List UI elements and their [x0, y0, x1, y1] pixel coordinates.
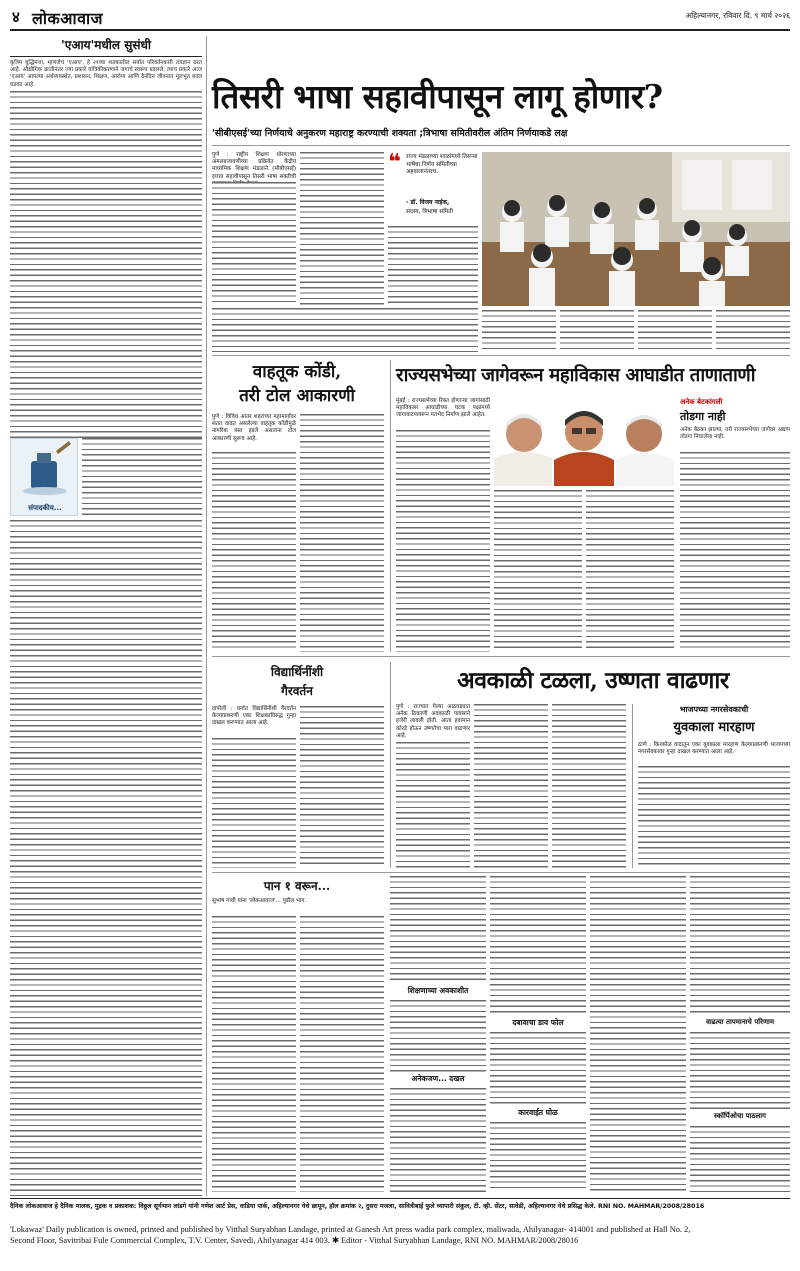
- weather-body-2: [474, 704, 548, 868]
- inner-head-2: अनेकजण... दखल: [411, 1074, 465, 1083]
- politics-intro: मुंबई : राज्यसभेच्या रिक्त होणाऱ्या जागांसाठी महाविकास आघाडीच्या घटक पक्षांमध्ये जागावाटपावरून मतभेद निर्माण झाले आहेत.: [396, 398, 490, 419]
- lead-quote: राज्य मंडळाच्या शाळांमध्ये तिसऱ्या भाषेचा निर्णय समितीच्या अहवालानंतरच.: [406, 154, 478, 175]
- footer-rule: [10, 1198, 790, 1199]
- traffic-headline-2: तरी टोल आकारणी: [239, 386, 355, 406]
- politicians-photo: [494, 398, 674, 486]
- masthead: [10, 6, 790, 28]
- inner-head-4: कारवाईत घोळ: [518, 1108, 558, 1117]
- editorial-body-2: [82, 438, 202, 516]
- politics-body-1: [396, 430, 490, 652]
- classroom-photo: [482, 152, 790, 306]
- editorial-lead: कृत्रिम बुद्धिमत्ता, म्हणजेच 'एआय', हे २१व्या शतकातील सर्वात परिवर्तनकारी तंत्रज्ञान ठरत आहे. औद्योगिक क्रांतीनंतर ज्या प्रकारे यांत्रिकीकरणाने जगाचे स्वरूप बदलले, त्याच प्रकारे आज 'एआय' आपल्या अर्थव्यवस्थेत, प्रशासन, शिक्षण, आरोग्य आणि दैनंदिन जीवनात मूलभूत बदल घडवत आहे.: [10, 60, 202, 88]
- lead-body-col5: [560, 310, 634, 350]
- lead-body-col7: [716, 310, 790, 350]
- students-headline-1: विद्यार्थिनींशी: [270, 665, 324, 679]
- newspaper-logo: लोकआवाज: [32, 9, 104, 28]
- traffic-headline-1: वाहतूक कोंडी,: [252, 362, 342, 382]
- inner-head-3: दबावाचा डाव फोल: [512, 1018, 564, 1027]
- quote-mark-icon: ❝: [388, 150, 401, 175]
- traffic-body-2: [300, 414, 384, 652]
- assault-body: [638, 766, 790, 868]
- inkpot-icon: [11, 439, 79, 499]
- page-story-body-1: [212, 916, 296, 1192]
- editorial-body-1: [10, 91, 202, 438]
- lead-body-col1: [212, 182, 296, 306]
- weather-body-3: [552, 704, 626, 868]
- column-body: [680, 452, 790, 652]
- editorial-heading: 'एआय'मधील सुसंधी: [61, 38, 151, 52]
- weather-headline: अवकाळी टळला, उष्णता वाढणार: [457, 667, 729, 694]
- students-intro: दापोली : वर्गात विद्यार्थिनींशी गैरवर्तन केल्याप्रकरणी एका शिक्षकाविरुद्ध गुन्हा दाखल करण्यात आला आहे.: [212, 706, 296, 727]
- students-headline-2: गैरवर्तन: [281, 684, 313, 698]
- lead-intro: पुणे : राष्ट्रीय शिक्षण धोरणाच्या अंमलबजावणीच्या प्रक्रियेत केंद्रीय माध्यमिक शिक्षण मंडळाने (सीबीएसई) इयत्ता सहावीपासून तिसरी भाषा सक्तीची: [212, 152, 296, 180]
- editorial-image: [10, 438, 78, 516]
- page-number: ४: [12, 8, 20, 26]
- politics-headline: राज्यसभेच्या जागेवरून महाविकास आघाडीत ताणाताणी: [396, 365, 756, 386]
- page-story-body-2: [300, 916, 384, 1192]
- imprint-line-1: दैनिक लोकआवाज हे दैनिक मालक, मुद्रक व प्रकाशक: विठ्ठल सूर्यभान लांडगे यांनी गणेश आर्ट प्रेस, वाडिया पार्क, अहिल्यानगर येथे छापून, हॉल क्रमांक २, दुसरा मजला, सावित्रीबाई फुले व्यापारी संकुल, टी. व्ही. सेंटर, सावेडी, अहिल्यानगर येथे प्रसिद्ध केले. RNI NO. MAHMAR/2008/28016: [10, 1203, 705, 1210]
- inner-head-5: वाढत्या तापमानाचे परिणाम: [705, 1018, 775, 1026]
- assault-headline: युवकाला मारहाण: [673, 720, 755, 735]
- lead-deck: 'सीबीएसई'च्या निर्णयाचे अनुकरण महाराष्ट्र करण्याची शक्यता ;त्रिभाषा समितीवरील अंतिम निर्णयाकडे लक्ष: [212, 128, 568, 139]
- editorial-label: संपादकीय...: [28, 504, 62, 512]
- lead-body-col3: [388, 226, 478, 306]
- inner-col-2: [490, 876, 586, 1192]
- politics-body-3: [586, 490, 674, 652]
- editorial-column: [10, 36, 202, 1196]
- quote-author: - डॉ. विजय नाईक,: [406, 199, 450, 206]
- inner-col-1: [390, 876, 486, 1192]
- lead-body-col4: [482, 310, 556, 350]
- students-body-2: [300, 706, 384, 868]
- students-body-1: [212, 738, 296, 868]
- traffic-intro: पुणे : विविध आंतर शहरांच्या महामार्गांवर सतत वाढत असलेल्या वाहतूक कोंडीमुळे नागरिक त्रस्त झाले असताना टोल आकारणी सुरूच आहे.: [212, 414, 296, 442]
- weather-body-1: [396, 742, 470, 868]
- inner-head-6: स्कॉर्पिओचा पाठलाग: [714, 1112, 766, 1120]
- imprint-line-3: Second Floor, Savitribai Fule Commercial Complex, T.V. Center, Savedi, Ahilyanagar 414 003. ✱ Editor - Vitthal Suryabhan Landage, RNI NO. MAHMAR/2008/28016: [10, 1236, 579, 1245]
- weather-intro: पुणे : राज्यात गेल्या आठवड्यात अनेक ठिकाणी अवकाळी पावसाने हजेरी लावली होती. आता हवामान कोरडे होऊन उष्णतेचा पारा वाढणार आहे.: [396, 704, 470, 739]
- column-author: अनेक बेटकांगली: [680, 398, 723, 406]
- lead-body-col8: [212, 308, 478, 352]
- assault-intro: ठाणे : किरकोळ वादातून एका युवकाला मारहाण केल्याप्रकरणी भाजपच्या नगरसेवकावर गुन्हा दाखल करण्यात आला आहे.: [638, 742, 790, 756]
- masthead-rule: [10, 29, 790, 31]
- assault-label: भाजपच्या नगरसेवकाची: [679, 705, 749, 714]
- imprint-line-2: 'Lokawaz' Daily publication is owned, printed and published by Vitthal Suryabhan Landage, printed at Ganesh Art press wadia park complex, maliwada, Ahilyanagar- 414001 and published at Hall No. 2,: [10, 1225, 691, 1234]
- quote-role: सदस्य, त्रिभाषा समिती: [406, 209, 453, 215]
- column-divider: [206, 36, 207, 1196]
- lead-body-col6: [638, 310, 712, 350]
- inner-col-3: [590, 876, 686, 1192]
- inner-col-4: [690, 876, 790, 1192]
- inner-head-1: शिक्षणाच्या अवकाशीत: [407, 986, 469, 995]
- column-box: [680, 398, 790, 652]
- edition-date: अहिल्यानगर, रविवार दि. ९ मार्च २०२६: [685, 11, 790, 20]
- traffic-body-1: [212, 452, 296, 652]
- lead-headline: तिसरी भाषा सहावीपासून लागू होणार?: [212, 77, 663, 116]
- page-story-headline: पान १ वरून...: [263, 879, 331, 893]
- lead-quote-box: [388, 152, 478, 222]
- column-intro: अनेक बैठका झाल्या, तरी राज्यसभेच्या जागेवर अद्याप तोडगा निघालेला नाही.: [680, 427, 790, 441]
- lead-body-col2: [300, 152, 384, 306]
- column-title: तोडगा नाही: [680, 410, 726, 423]
- politics-body-2: [494, 490, 582, 652]
- editorial-body-3: [10, 520, 202, 1196]
- page-story-intro: सुभाष गांधी यांना 'लोकआवाज'... पुढील भाग.: [212, 898, 307, 904]
